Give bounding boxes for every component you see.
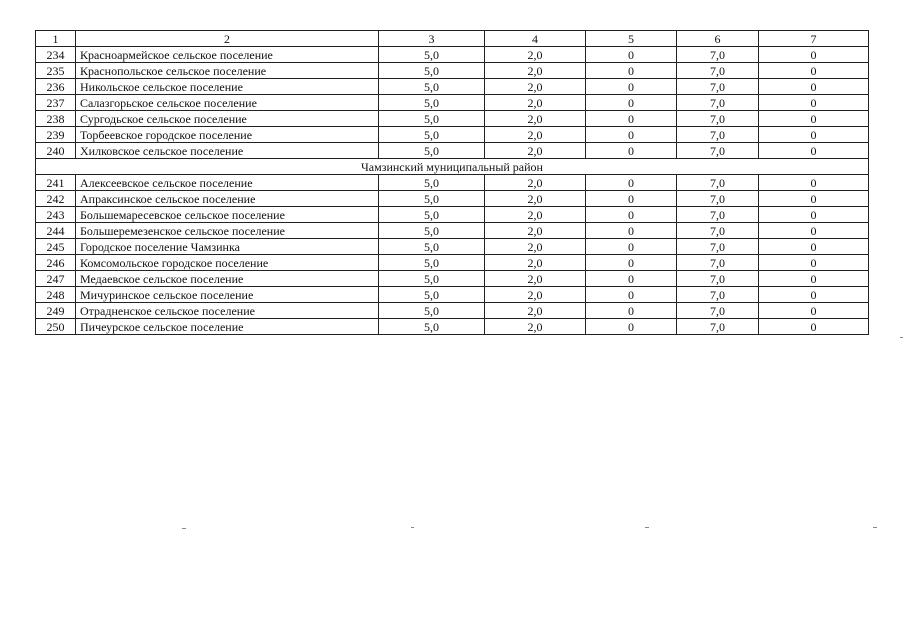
- value-cell: 0: [586, 79, 677, 95]
- value-cell: 0: [759, 47, 869, 63]
- value-cell: 0: [586, 207, 677, 223]
- value-cell: 7,0: [677, 47, 759, 63]
- table-row: [36, 79, 869, 95]
- value-cell: 2,0: [485, 239, 586, 255]
- header-row: [36, 31, 869, 47]
- value-cell: 5,0: [379, 271, 485, 287]
- header-cell: 1: [36, 31, 76, 47]
- value-cell: 7,0: [677, 319, 759, 335]
- value-cell: 0: [586, 143, 677, 159]
- value-cell: 0: [759, 191, 869, 207]
- settlement-name-cell: Красноармейское сельское поселение: [76, 47, 379, 63]
- row-number-cell: 236: [36, 79, 76, 95]
- settlement-name-cell: Апраксинское сельское поселение: [76, 191, 379, 207]
- row-number-cell: 242: [36, 191, 76, 207]
- table-row: [36, 191, 869, 207]
- value-cell: 7,0: [677, 271, 759, 287]
- value-cell: 5,0: [379, 287, 485, 303]
- row-number-cell: 237: [36, 95, 76, 111]
- settlement-name-cell: Хилковское сельское поселение: [76, 143, 379, 159]
- table-body: [36, 31, 869, 335]
- value-cell: 0: [759, 79, 869, 95]
- value-cell: 7,0: [677, 287, 759, 303]
- settlement-name-cell: Большеремезенское сельское поселение: [76, 223, 379, 239]
- value-cell: 2,0: [485, 95, 586, 111]
- value-cell: 5,0: [379, 63, 485, 79]
- value-cell: 0: [586, 95, 677, 111]
- value-cell: 0: [759, 95, 869, 111]
- value-cell: 0: [586, 255, 677, 271]
- value-cell: 5,0: [379, 239, 485, 255]
- row-number-cell: 248: [36, 287, 76, 303]
- value-cell: 0: [586, 303, 677, 319]
- row-number-cell: 247: [36, 271, 76, 287]
- table-row: [36, 271, 869, 287]
- value-cell: 0: [586, 127, 677, 143]
- value-cell: 5,0: [379, 207, 485, 223]
- value-cell: 0: [586, 47, 677, 63]
- value-cell: 0: [759, 207, 869, 223]
- row-number-cell: 240: [36, 143, 76, 159]
- row-number-cell: 250: [36, 319, 76, 335]
- value-cell: 5,0: [379, 127, 485, 143]
- value-cell: 2,0: [485, 223, 586, 239]
- value-cell: 0: [586, 287, 677, 303]
- value-cell: 7,0: [677, 303, 759, 319]
- value-cell: 0: [586, 271, 677, 287]
- value-cell: 7,0: [677, 223, 759, 239]
- value-cell: 2,0: [485, 319, 586, 335]
- value-cell: 0: [759, 319, 869, 335]
- row-number-cell: 238: [36, 111, 76, 127]
- value-cell: 2,0: [485, 303, 586, 319]
- value-cell: 5,0: [379, 47, 485, 63]
- value-cell: 0: [586, 111, 677, 127]
- value-cell: 0: [586, 175, 677, 191]
- value-cell: 0: [586, 223, 677, 239]
- value-cell: 5,0: [379, 319, 485, 335]
- value-cell: 5,0: [379, 255, 485, 271]
- value-cell: 7,0: [677, 255, 759, 271]
- value-cell: 2,0: [485, 287, 586, 303]
- value-cell: 7,0: [677, 207, 759, 223]
- scan-speck: [645, 527, 649, 528]
- value-cell: 0: [759, 287, 869, 303]
- scan-speck: [900, 337, 903, 338]
- value-cell: 2,0: [485, 79, 586, 95]
- value-cell: 2,0: [485, 111, 586, 127]
- value-cell: 0: [759, 271, 869, 287]
- header-cell: 5: [586, 31, 677, 47]
- table-row: [36, 143, 869, 159]
- value-cell: 5,0: [379, 191, 485, 207]
- value-cell: 0: [759, 255, 869, 271]
- settlement-name-cell: Пичеурское сельское поселение: [76, 319, 379, 335]
- row-number-cell: 244: [36, 223, 76, 239]
- value-cell: 0: [759, 175, 869, 191]
- table-row: [36, 287, 869, 303]
- value-cell: 7,0: [677, 239, 759, 255]
- row-number-cell: 235: [36, 63, 76, 79]
- value-cell: 7,0: [677, 95, 759, 111]
- value-cell: 0: [586, 63, 677, 79]
- value-cell: 7,0: [677, 79, 759, 95]
- header-cell: 2: [76, 31, 379, 47]
- value-cell: 2,0: [485, 255, 586, 271]
- value-cell: 5,0: [379, 303, 485, 319]
- header-cell: 4: [485, 31, 586, 47]
- value-cell: 7,0: [677, 175, 759, 191]
- value-cell: 7,0: [677, 111, 759, 127]
- table-row: [36, 47, 869, 63]
- value-cell: 5,0: [379, 175, 485, 191]
- row-number-cell: 241: [36, 175, 76, 191]
- row-number-cell: 249: [36, 303, 76, 319]
- table-row: [36, 175, 869, 191]
- section-row: [36, 159, 869, 175]
- scan-speck: [182, 528, 186, 529]
- row-number-cell: 239: [36, 127, 76, 143]
- table-row: [36, 319, 869, 335]
- row-number-cell: 243: [36, 207, 76, 223]
- value-cell: 0: [759, 303, 869, 319]
- section-title: Чамзинский муниципальный район: [36, 159, 869, 175]
- settlement-name-cell: Городское поселение Чамзинка: [76, 239, 379, 255]
- value-cell: 2,0: [485, 127, 586, 143]
- value-cell: 0: [586, 191, 677, 207]
- value-cell: 2,0: [485, 143, 586, 159]
- value-cell: 0: [759, 127, 869, 143]
- settlement-name-cell: Мичуринское сельское поселение: [76, 287, 379, 303]
- header-cell: 6: [677, 31, 759, 47]
- settlement-name-cell: Сургодьское сельское поселение: [76, 111, 379, 127]
- settlement-name-cell: Краснопольское сельское поселение: [76, 63, 379, 79]
- settlement-name-cell: Никольское сельское поселение: [76, 79, 379, 95]
- table-row: [36, 239, 869, 255]
- value-cell: 5,0: [379, 111, 485, 127]
- value-cell: 7,0: [677, 127, 759, 143]
- table-row: [36, 95, 869, 111]
- scan-speck: [873, 527, 877, 528]
- settlement-name-cell: Медаевское сельское поселение: [76, 271, 379, 287]
- table-row: [36, 223, 869, 239]
- header-cell: 7: [759, 31, 869, 47]
- row-number-cell: 246: [36, 255, 76, 271]
- settlements-table: [35, 30, 869, 335]
- header-cell: 3: [379, 31, 485, 47]
- value-cell: 5,0: [379, 95, 485, 111]
- settlement-name-cell: Большемаресевское сельское поселение: [76, 207, 379, 223]
- value-cell: 7,0: [677, 191, 759, 207]
- value-cell: 0: [586, 319, 677, 335]
- value-cell: 0: [759, 143, 869, 159]
- table-row: [36, 127, 869, 143]
- row-number-cell: 234: [36, 47, 76, 63]
- value-cell: 0: [759, 239, 869, 255]
- value-cell: 0: [759, 63, 869, 79]
- table-row: [36, 111, 869, 127]
- value-cell: 2,0: [485, 271, 586, 287]
- settlement-name-cell: Отрадненское сельское поселение: [76, 303, 379, 319]
- settlement-name-cell: Торбеевское городское поселение: [76, 127, 379, 143]
- value-cell: 7,0: [677, 143, 759, 159]
- value-cell: 0: [759, 111, 869, 127]
- value-cell: 0: [759, 223, 869, 239]
- table-row: [36, 207, 869, 223]
- table-row: [36, 303, 869, 319]
- value-cell: 7,0: [677, 63, 759, 79]
- value-cell: 2,0: [485, 191, 586, 207]
- value-cell: 2,0: [485, 207, 586, 223]
- value-cell: 2,0: [485, 63, 586, 79]
- table-row: [36, 255, 869, 271]
- settlement-name-cell: Салазгорьское сельское поселение: [76, 95, 379, 111]
- value-cell: 0: [586, 239, 677, 255]
- value-cell: 2,0: [485, 175, 586, 191]
- value-cell: 5,0: [379, 79, 485, 95]
- settlement-name-cell: Алексеевское сельское поселение: [76, 175, 379, 191]
- value-cell: 5,0: [379, 143, 485, 159]
- table-row: [36, 63, 869, 79]
- scan-speck: [411, 527, 414, 528]
- value-cell: 5,0: [379, 223, 485, 239]
- value-cell: 2,0: [485, 47, 586, 63]
- settlement-name-cell: Комсомольское городское поселение: [76, 255, 379, 271]
- row-number-cell: 245: [36, 239, 76, 255]
